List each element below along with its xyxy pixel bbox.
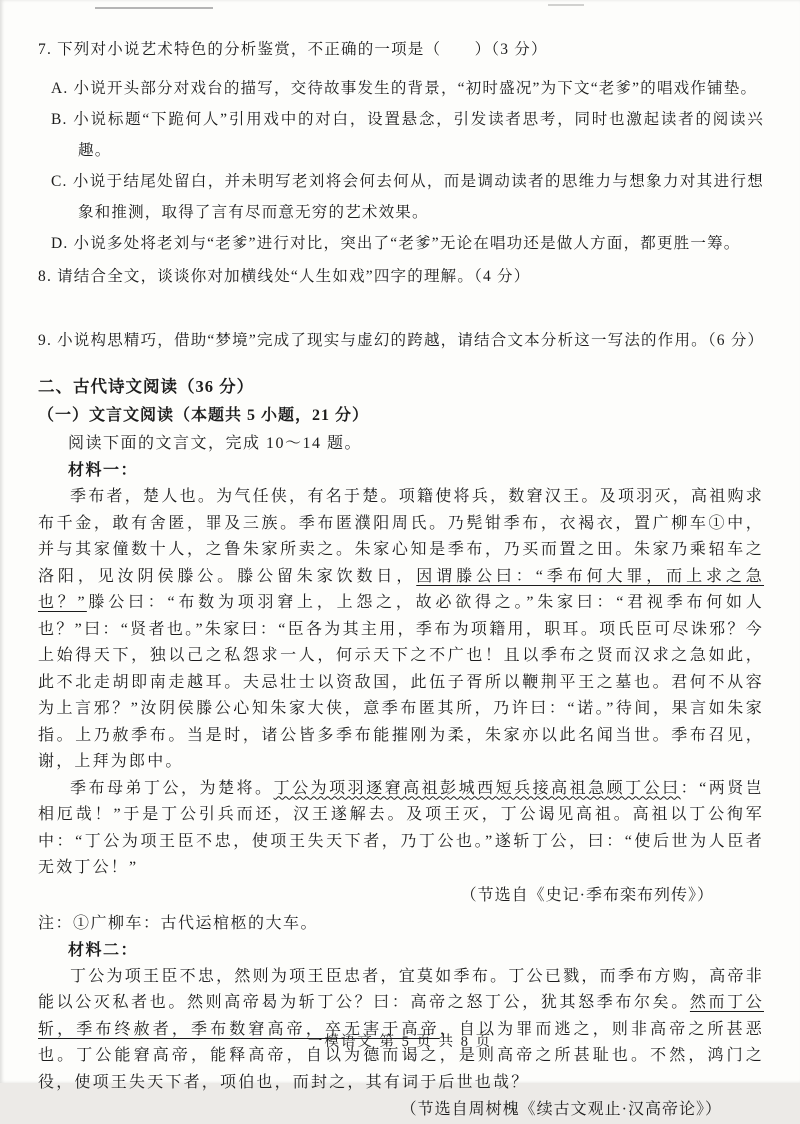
question-9: 9. 小说构思精巧，借助“梦境”完成了现实与虚幻的跨越，请结合文本分析这一写法的作用。（6 分） — [38, 332, 765, 349]
scan-artifact — [548, 4, 584, 6]
text-segment: 丁公为项王臣不忠，然则为项王臣忠者，宜莫如季布。丁公已戮，而季布方购，高帝非能以公灭私者也。然则高帝曷为斩丁公？曰：高帝之怒丁公，犹其怒季布尔矣。 — [38, 967, 764, 1011]
material-1-label: 材料一： — [68, 462, 139, 479]
question-8: 8. 请结合全文，谈谈你对加横线处“人生如戏”四字的理解。（4 分） — [38, 268, 531, 285]
material-1-paragraph-2 — [38, 776, 764, 882]
underlined-text-segment: 然而丁公斩，季布终赦者，季布数窘高帝，卒无害于高帝 — [38, 994, 764, 1038]
question-7-option-a: A. 小说开头部分对戏台的描写，交待故事发生的背景，“初时盛况”为下文“老爹”的唱戏作铺垫。 — [51, 80, 758, 97]
question-7-option-d: D. 小说多处将老刘与“老爹”进行对比，突出了“老爹”无论在唱功还是做人方面，都更胜一筹。 — [51, 235, 741, 252]
footnote: 注：①广柳车：古代运棺柩的大车。 — [38, 914, 319, 932]
text-segment: 季布母弟丁公，为楚将。 — [70, 779, 274, 797]
underlined-text-segment: 丁公为项羽逐窘高祖彭城西短兵接高祖急顾丁公曰 — [273, 779, 681, 797]
material-2-label: 材料二： — [68, 941, 139, 959]
question-7-option-b: B. 小说标题“下跪何人”引用戏中的对白，设置悬念，引发读者思考，同时也激起读者的阅读兴趣。 — [51, 111, 764, 159]
page-footer: 一模语文 第 5 页 共 8 页 — [307, 1034, 493, 1050]
question-7-stem: 7. 下列对小说艺术特色的分析鉴赏，不正确的一项是（ ）（3 分） — [38, 41, 548, 58]
material-2-attribution: （节选自周树槐《续古文观止·汉高帝论》） — [400, 1101, 722, 1118]
question-7-option-c: C. 小说于结尾处留白，并未明写老刘将会何去何从，而是调动读者的思维力与想象力对其进行想象和推测，取得了言有尽而意无穷的艺术效果。 — [51, 173, 764, 221]
material-1-paragraph-1 — [38, 484, 764, 776]
reading-instruction: 阅读下面的文言文，完成 10～14 题。 — [68, 435, 363, 452]
text-segment: 滕公曰：“布数为项羽窘上，上怨之，故必欲得之。”朱家曰：“君视季布何如人也？”曰：“贤者也。”朱家曰：“臣各为其主用，季布为项籍用，职耳。项氏臣可尽诛邪？今上始得天下，独以己之私怨求一人，何示天下之不广也！且以季布之贤而汉求之急如此，此不北走胡即南走越耳。夫忌壮士以资敌国，此伍子胥所以鞭荆平王之墓也。君何不从容为上言邪？”汝阴侯滕公心知朱家大侠，意季布匿其所，乃许曰：“诺。”待间，果言如朱家指。上乃赦季布。当是时，诸公皆多季布能摧刚为柔，朱家亦以此名闻当世。季布召见，谢，上拜为郎中。 — [38, 594, 764, 770]
material-1-attribution: （节选自《史记·季布栾布列传》） — [460, 886, 714, 904]
scan-artifact — [95, 7, 213, 9]
text-segment: ：“两贤岂相厄哉！”于是丁公引兵而还，汉王遂解去。及项王灭，丁公谒见高祖。高祖以丁公徇军中：“丁公为项王臣不忠，使项王失天下者，乃丁公也。”遂斩丁公，曰：“使后世为人臣者无效丁公！” — [38, 779, 764, 876]
text-segment: ，自以为罪而逃之，则非高帝之所甚恶也。丁公能窘高帝，能释高帝，自以为德而谒之，是则高帝之所甚耻也。不然，鸿门之役，使项王失天下者，项伯也，而封之，其有词于后世也哉？ — [38, 1020, 765, 1091]
underlined-text-segment: 因谓滕公曰：“季布何大罪，而上求之急也？” — [38, 567, 765, 611]
text-segment: 季布者，楚人也。为气任侠，有名于楚。项籍使将兵，数窘汉王。及项羽灭，高祖购求布千金，敢有舍匿，罪及三族。季布匿濮阳周氏。乃髡钳季布，衣褐衣，置广柳车①中，并与其家僮数十人，之鲁朱家所卖之。朱家心知是季布，乃买而置之田。朱家乃乘轺车之洛阳，见汝阴侯滕公。滕公留朱家饮数日， — [38, 488, 764, 585]
subsection-heading: （一）文言文阅读（本题共 5 小题，21 分） — [38, 407, 370, 424]
section-heading: 二、古代诗文阅读（36 分） — [38, 377, 255, 396]
